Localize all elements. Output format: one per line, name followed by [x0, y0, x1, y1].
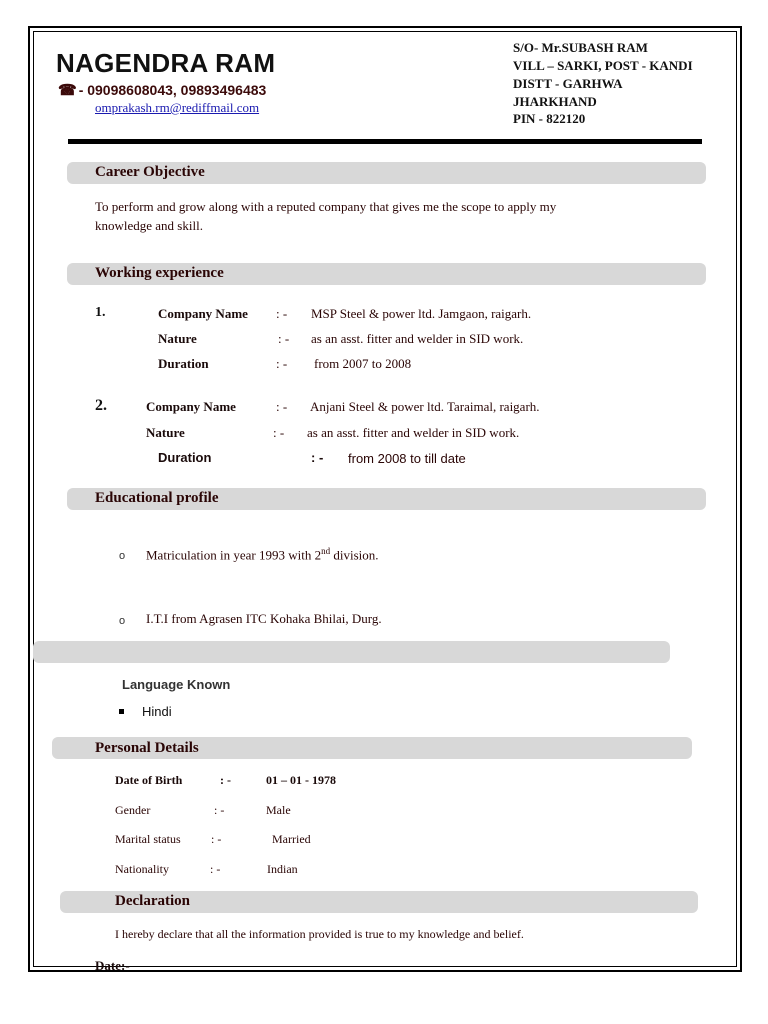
experience-2-company-value: Anjani Steel & power ltd. Taraimal, raigarh. — [310, 399, 540, 414]
education-item-1-ordinal: nd — [321, 546, 331, 556]
experience-2-company-sep: : - — [276, 399, 288, 414]
address-line-village: VILL – SARKI, POST - KANDI — [513, 58, 693, 73]
experience-1-duration-sep: : - — [276, 356, 288, 371]
personal-nationality-value: Indian — [267, 862, 298, 876]
personal-dob-label: Date of Birth — [115, 773, 183, 787]
experience-number-2: 2. — [95, 397, 107, 414]
experience-2-company-label: Company Name — [146, 399, 236, 414]
education-bullet-1: o — [119, 550, 126, 562]
education-item-2: I.T.I from Agrasen ITC Kohaka Bhilai, Durg. — [146, 611, 382, 626]
personal-nationality-label: Nationality — [115, 862, 169, 876]
section-title-personal-details: Personal Details — [95, 740, 199, 756]
experience-1-nature-label: Nature — [158, 331, 197, 346]
phone-numbers: - 09098608043, 09893496483 — [78, 82, 267, 98]
header-divider — [68, 139, 702, 144]
address-line-pin: PIN - 822120 — [513, 111, 586, 126]
personal-marital-value: Married — [272, 832, 311, 846]
experience-1-company-value: MSP Steel & power ltd. Jamgaon, raigarh. — [311, 306, 532, 321]
section-title-educational-profile: Educational profile — [95, 490, 219, 506]
language-bullet — [119, 709, 124, 714]
personal-gender-sep: : - — [214, 803, 225, 817]
experience-2-duration-label: Duration — [158, 450, 212, 465]
address-line-relation: S/O- Mr.SUBASH RAM — [513, 40, 648, 55]
section-title-career-objective: Career Objective — [95, 164, 205, 180]
phone-line — [58, 81, 266, 99]
experience-1-nature-sep: : - — [278, 331, 290, 346]
experience-1-company-sep: : - — [276, 306, 288, 321]
language-known-heading: Language Known — [122, 677, 231, 692]
section-title-declaration: Declaration — [115, 893, 190, 909]
personal-marital-sep: : - — [211, 832, 222, 846]
section-bar-blank — [33, 641, 670, 663]
education-item-1-suffix: division. — [330, 547, 379, 563]
experience-1-duration-label: Duration — [158, 356, 209, 371]
candidate-name: NAGENDRA RAM — [56, 48, 276, 78]
experience-number-1: 1. — [95, 305, 106, 320]
experience-1-company-label: Company Name — [158, 306, 248, 321]
education-item-1-text: Matriculation in year 1993 with 2 — [146, 547, 322, 563]
experience-1-duration-value: from 2007 to 2008 — [314, 356, 412, 371]
experience-2-nature-label: Nature — [146, 425, 185, 440]
experience-2-duration-sep: : - — [311, 450, 324, 465]
language-item-hindi: Hindi — [142, 704, 172, 719]
experience-2-nature-value: as an asst. fitter and welder in SID work. — [307, 425, 520, 440]
declaration-text: I hereby declare that all the information provided is true to my knowledge and belief. — [115, 927, 524, 941]
email-link[interactable]: omprakash.rm@rediffmail.com — [95, 100, 260, 115]
experience-2-duration-value: from 2008 to till date — [348, 451, 466, 466]
address-line-state: JHARKHAND — [513, 94, 597, 109]
personal-gender-value: Male — [266, 803, 291, 817]
declaration-date-label: Date:- — [95, 958, 130, 973]
education-item-1 — [146, 546, 379, 563]
personal-dob-sep: : - — [220, 773, 231, 787]
personal-dob-value: 01 – 01 - 1978 — [266, 773, 336, 787]
address-line-district: DISTT - GARHWA — [513, 76, 623, 91]
section-title-working-experience: Working experience — [95, 265, 224, 281]
telephone-icon: ☎ — [58, 82, 77, 99]
career-objective-line-2: knowledge and skill. — [95, 218, 203, 233]
career-objective-line-1: To perform and grow along with a reputed company that gives me the scope to apply my — [95, 199, 557, 214]
personal-gender-label: Gender — [115, 803, 151, 817]
experience-1-nature-value: as an asst. fitter and welder in SID work. — [311, 331, 524, 346]
personal-nationality-sep: : - — [210, 862, 221, 876]
personal-marital-label: Marital status — [115, 832, 181, 846]
education-bullet-2: o — [119, 615, 126, 627]
experience-2-nature-sep: : - — [273, 425, 285, 440]
